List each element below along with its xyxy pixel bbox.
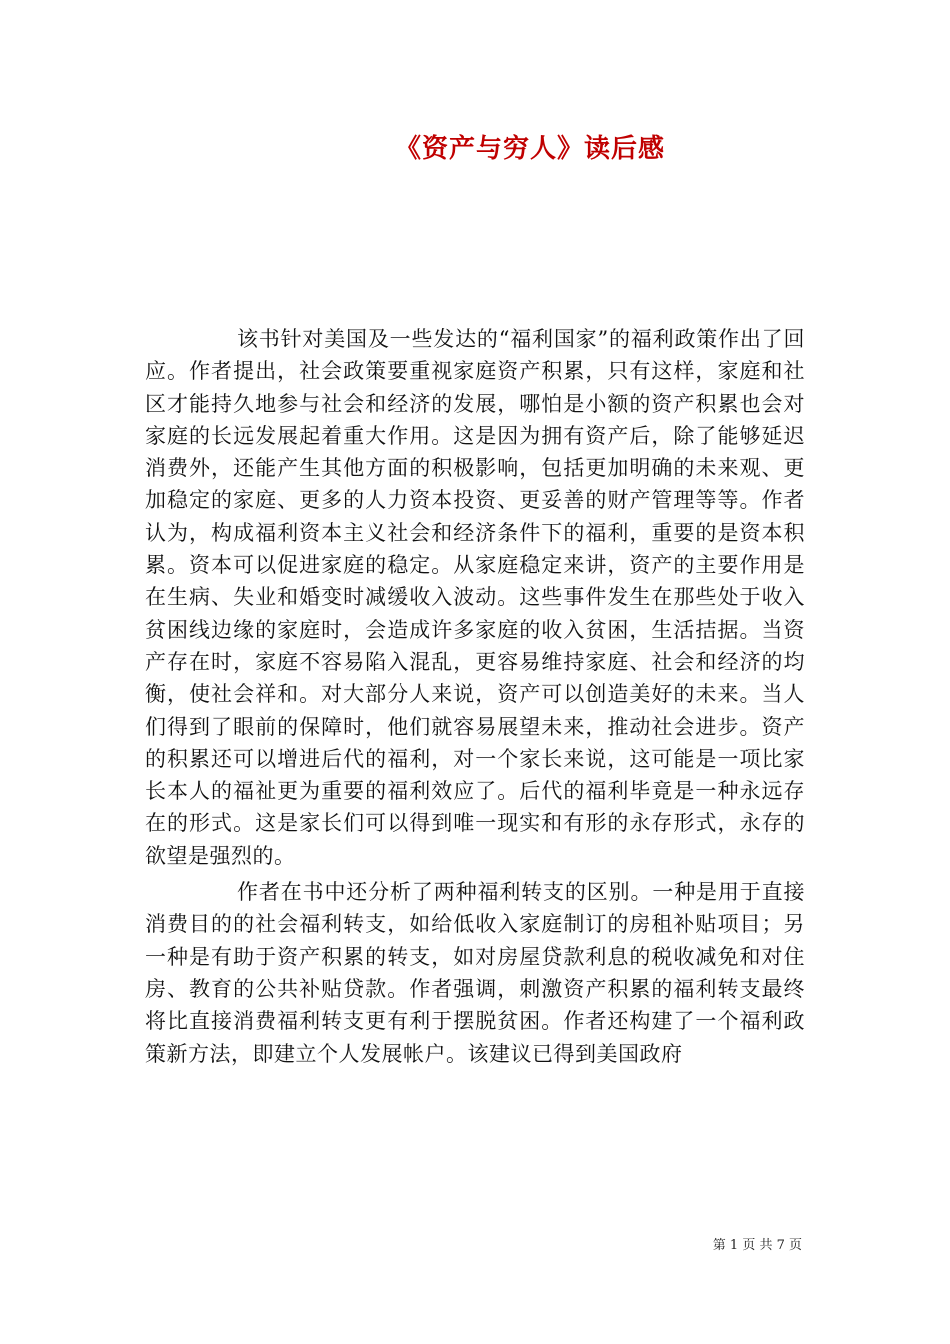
page-title: 《资产与穷人》读后感 [394, 134, 665, 164]
page-number-footer: 第 1 页 共 7 页 [712, 1238, 802, 1253]
paragraph-1: 该书针对美国及一些发达的“福利国家”的福利政策作出了回应。作者提出，社会政策要重视家庭资产积累，只有这样，家庭和社区才能持久地参与社会和经济的发展，哪怕是小额的资产积累也会对家庭的长远发展起着重大作用。这是因为拥有资产后，除了能够延迟消费外，还能产生其他方面的积极影响，包括更加明确的未来观、更加稳定的家庭、更多的人力资本投资、更妥善的财产管理等等。作者认为，构成福利资本主义社会和经济条件下的福利，重要的是资本积累。资本可以促进家庭的稳定。从家庭稳定来讲，资产的主要作用是在生病、失业和婚变时减缓收入波动。这些事件发生在那些处于收入贫困线边缘的家庭时，会造成许多家庭的收入贫困，生活拮据。当资产存在时，家庭不容易陷入混乱，更容易维持家庭、社会和经济的均衡，使社会祥和。对大部分人来说，资产可以创造美好的未来。当人们得到了眼前的保障时，他们就容易展望未来，推动社会进步。资产的积累还可以增进后代的福利，对一个家长来说，这可能是一项比家长本人的福祉更为重要的福利效应了。后代的福利毕竟是一种永远存在的形式。这是家长们可以得到唯一现实和有形的永存形式，永存的欲望是强烈的。 [145, 327, 805, 868]
paragraph-2: 作者在书中还分析了两种福利转支的区别。一种是用于直接消费目的的社会福利转支，如给低收入家庭制订的房租补贴项目；另一种是有助于资产积累的转支，如对房屋贷款利息的税收减免和对住房、教育的公共补贴贷款。作者强调，刺激资产积累的福利转支最终将比直接消费福利转支更有利于摆脱贫困。作者还构建了一个福利政策新方法，即建立个人发展帐户。该建议已得到美国政府 [145, 880, 805, 1066]
document-body [145, 323, 805, 1074]
